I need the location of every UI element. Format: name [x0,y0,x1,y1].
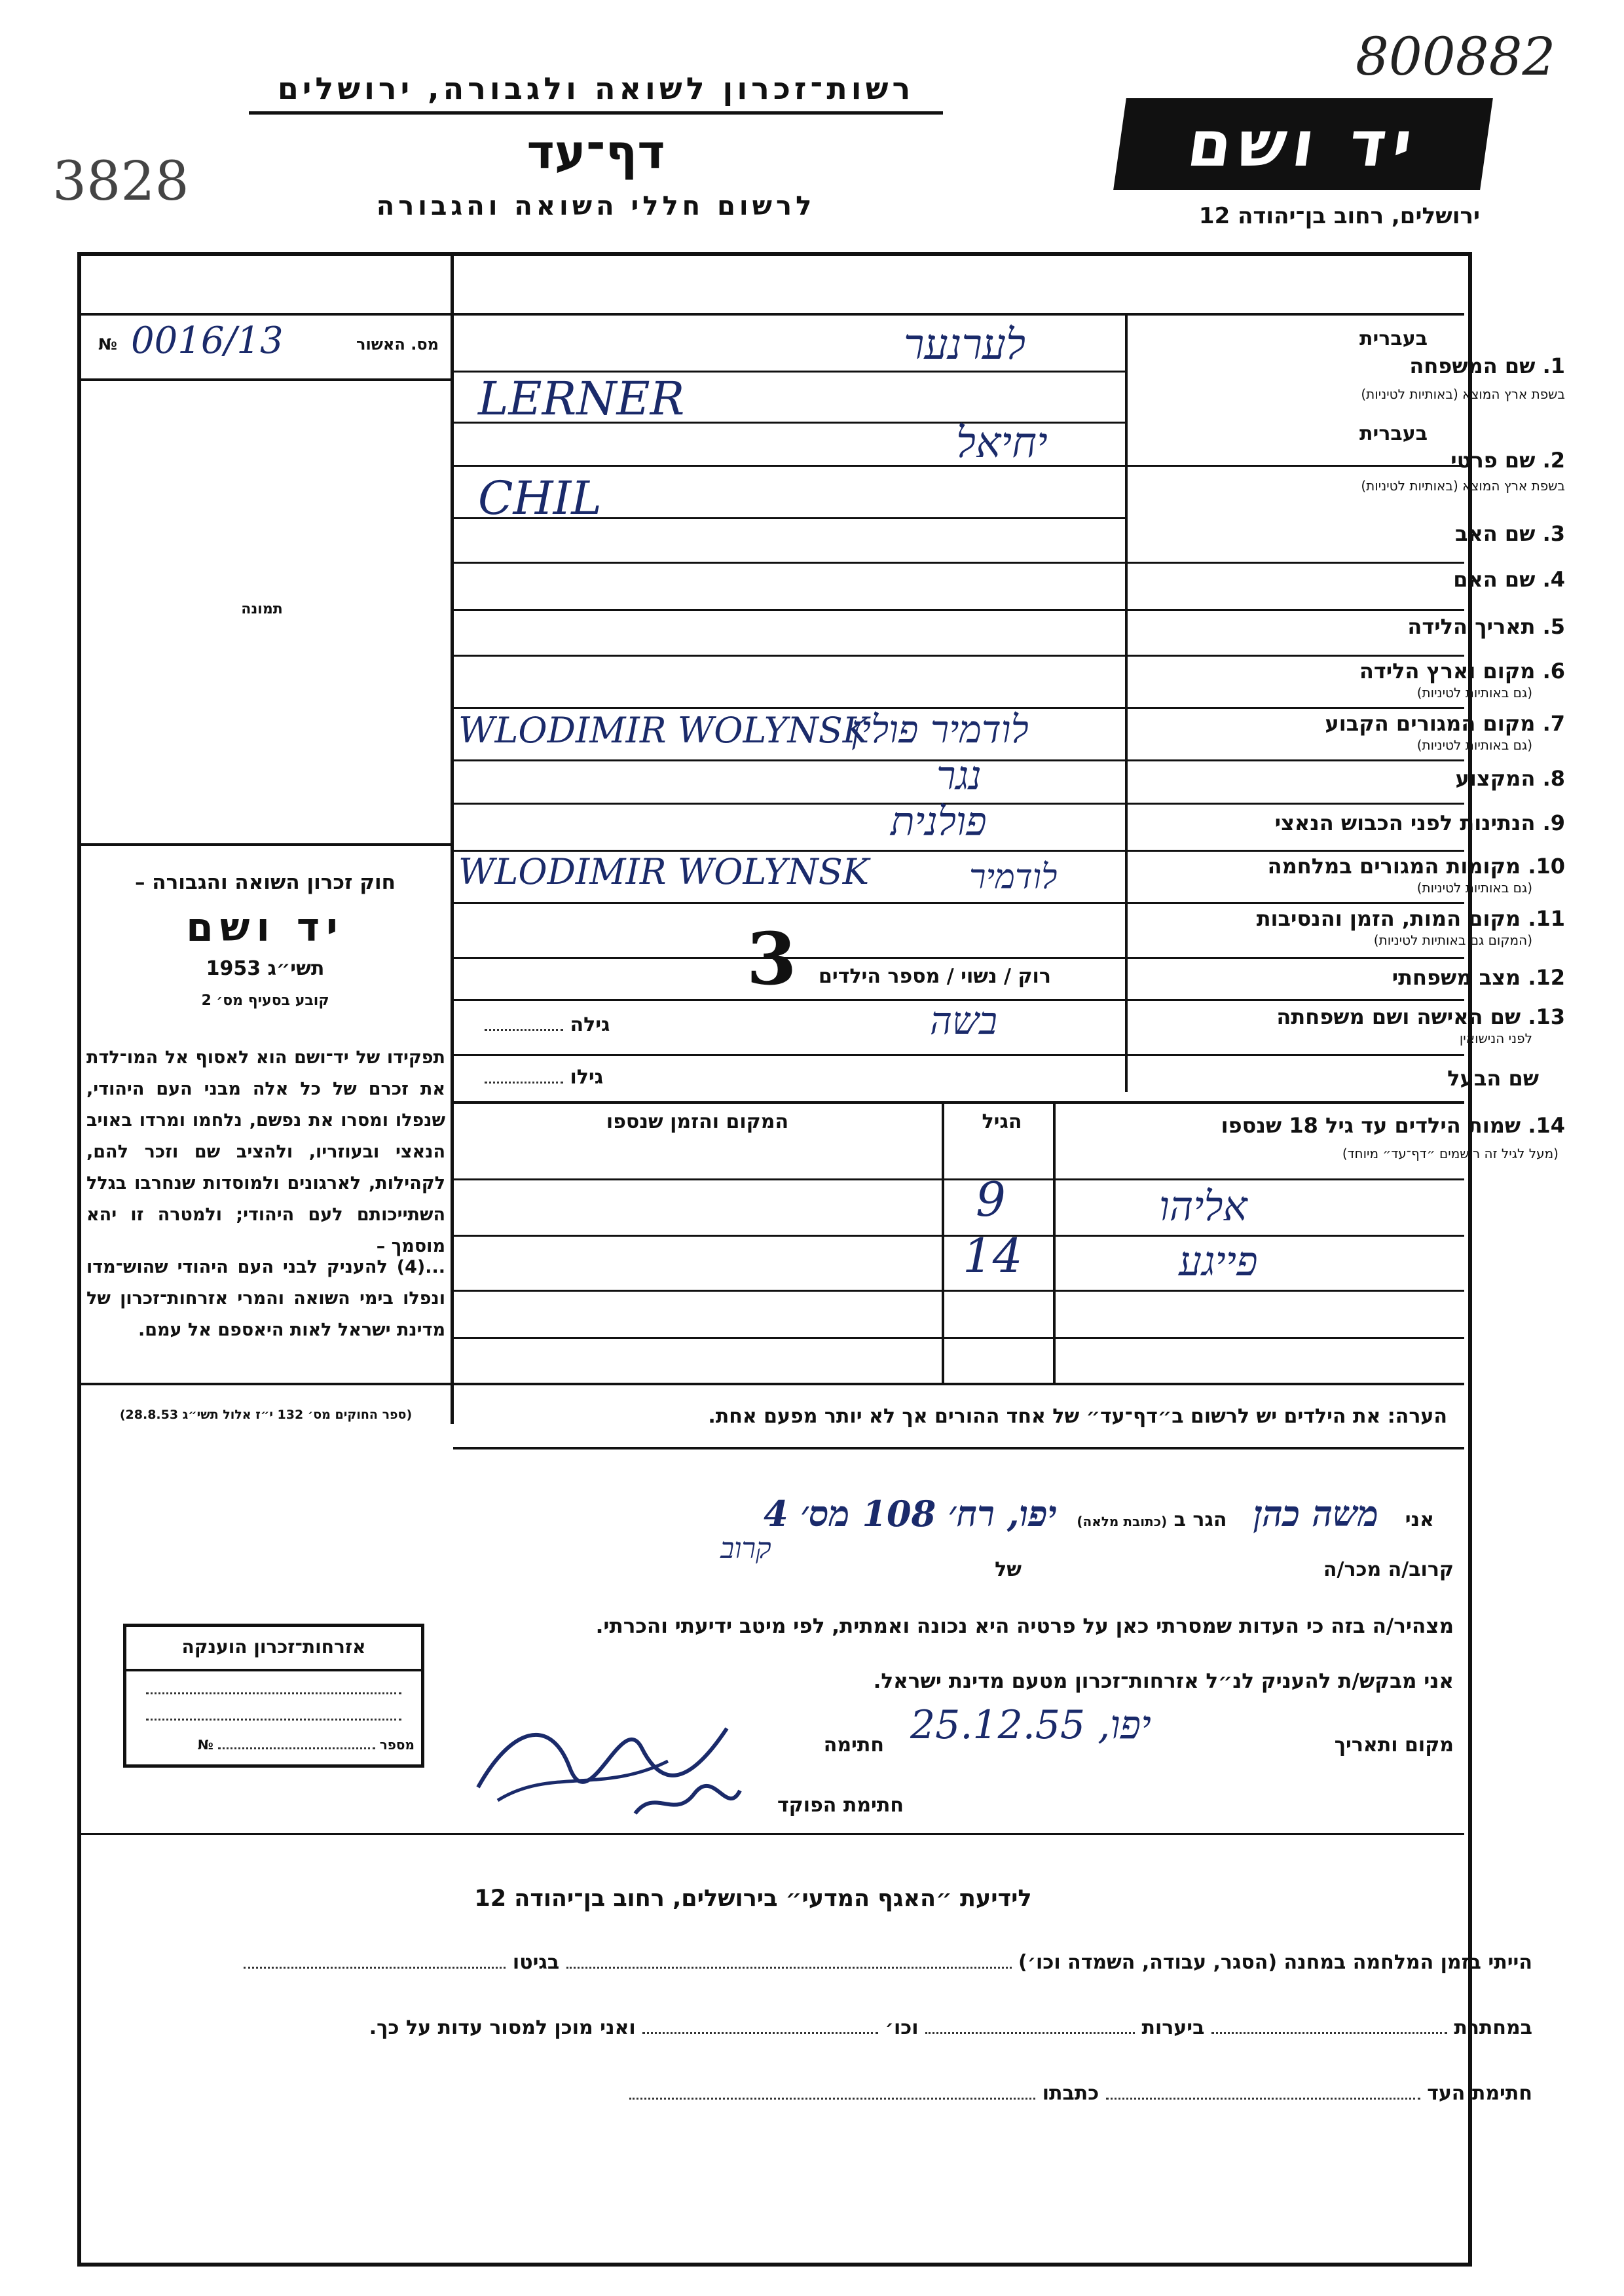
field-6-label [1359,659,1565,683]
field-text: מקום המגורים הקבוע [1325,711,1536,736]
relation-value: קרוב [720,1532,771,1565]
field-9-label [1275,811,1565,835]
footer-line-2 [183,2016,1532,2039]
field-num: 6. [1542,659,1565,683]
citizenship-box-title: אזרחות־זכרון הוענקה [181,1636,366,1658]
law-clause: קובע בסעיף מס׳ 2 [201,993,329,1009]
footer-testimony-label: ואני מוכן למסור עדות על כך. [369,2016,636,2039]
footer-underground-field[interactable] [1211,2032,1447,2034]
footer-camp-label: הייתי בזמן המלחמה במחנה (הסגר, עבודה, השמדה וכו׳) [1018,1951,1532,1974]
field-3-label [1455,521,1565,546]
footer-line-3 [183,2082,1532,2105]
field-text: שם האם [1453,567,1536,592]
field-10-label [1268,854,1565,879]
declaration-request: אני מבקש/ת להעניק לנ״ל אזרחות־זכרון מטעם מדינת ישראל. [873,1669,1454,1693]
profession-value: נגר [936,753,982,799]
field-8-label [1456,766,1565,791]
wife-name-value: בשה [930,998,998,1043]
marital-mid-label: רוק / נשוי / מספר הילדים [819,965,1051,988]
field-num: 10. [1528,854,1565,879]
field-num: 13. [1528,1004,1565,1029]
place-date-value: יפו, 25.12.55 [910,1702,1151,1748]
declaration-statement: מצהיר/ה בזה כי העדות שמסרתי כאן על פרטיה היא נכונה ואמתית, לפי מיטב ידיעתי והכרתי. [595,1614,1454,1638]
field-10-sub: (גם באותיות לטיניות) [1416,880,1532,896]
field-text: מצב משפחתי [1392,965,1521,990]
footer-camp-field[interactable] [566,1967,1012,1969]
footer-title: לידיעת ״האגף המדעי״ בירושלים, רחוב בן־יהודה 12 [474,1886,1032,1912]
footer-witness-sig-field[interactable] [1106,2098,1420,2100]
footer-etc-field[interactable] [642,2032,878,2034]
field-11-label [1257,906,1565,931]
field-num: 11. [1528,906,1565,931]
residence-latin: WLODIMIR WOLYNSK [458,710,870,751]
approval-label: מס. האשור [356,335,439,354]
wife-age-label-text: גילה [570,1013,610,1036]
children-col-divider-2 [942,1102,944,1384]
children-row-line [453,1337,1464,1339]
header-rule [249,111,943,115]
header-address: ירושלים, רחוב בן־יהודה 12 [1198,203,1480,229]
footer-top-line [81,1833,1464,1835]
children-sub: (מעל לגיל זה רושמים ״דף־עד״ מיוחד) [1342,1146,1559,1161]
field-num: 7. [1542,711,1565,736]
field-text: שם האישה ושם משפחתה [1276,1004,1521,1029]
signature-label: חתימה [823,1734,884,1757]
firstname-hebrew: יחיאל [956,419,1048,467]
field-5-label [1407,614,1565,639]
footer-etc-label: וכו׳ [885,2016,919,2039]
footer-address-label: כתבתו [1042,2082,1099,2105]
field-text: שם פרטי [1450,448,1536,473]
row-line [453,562,1464,564]
children-count: 3 [747,917,797,1001]
field-num: 8. [1542,766,1565,791]
surname-latin: LERNER [478,372,685,426]
wife-age-field[interactable] [485,1029,563,1031]
photo-label: תמונה [241,601,283,617]
left-column-divider [451,252,454,1424]
field-num: 1. [1542,354,1565,378]
field-text: הנתינות לפני הכבוש הנאצי [1274,811,1536,835]
field-13-sub: לפני הנישואין [1459,1030,1532,1046]
field-num: 12. [1528,965,1565,990]
children-table-bottom [81,1383,1464,1385]
row-line [453,902,1464,904]
field-2-label [1450,448,1565,473]
field-2-sub: בשפת ארץ המוצא (באותיות לטיניות) [1361,478,1565,494]
declarant-name: משה כהן [1253,1493,1379,1535]
field-num: 4. [1542,567,1565,592]
husband-label: שם הבעל [1447,1066,1539,1091]
nationality-value: פולנית [891,799,987,845]
approval-number: 0016/13 [131,319,284,362]
form-title: דף־עד [526,124,665,179]
field-num: 9. [1542,811,1565,835]
field-text: המקצוע [1455,766,1536,791]
form-subtitle: לרשום חללי השואה והגבורה [376,191,816,221]
husband-age-field[interactable] [485,1082,563,1084]
yad-vashem-logo [1113,98,1493,190]
law-title: חוק זכרון השואה והגבורה – [135,871,396,894]
row-line [453,1054,1464,1056]
field-text: שמות הילדים עד גיל 18 שנספו [1221,1113,1521,1138]
field-12-label [1392,965,1565,990]
approval-row [92,319,445,365]
children-place-header: המקום והזמן שנספו [606,1110,789,1133]
children-age-header: הגיל [982,1110,1022,1133]
footer-line-1 [183,1951,1532,1974]
law-year: תשי״ג 1953 [206,957,325,980]
field-13-label [1276,1004,1565,1029]
field-num: 5. [1542,614,1565,639]
top-strip-line [81,313,1464,316]
address-hint: (כתובת מלאה) [1077,1514,1168,1529]
citizenship-box [123,1624,424,1768]
footer-address-field[interactable] [629,2098,1035,2100]
footer-forests-label: ביערות [1141,2016,1205,2039]
field-7-sub: (גם באותיות לטיניות) [1416,737,1532,753]
citizenship-num-sign: № [197,1737,213,1753]
surname-hebrew: לערנער [904,321,1026,369]
field-4-label [1453,567,1565,592]
citizenship-line-2[interactable] [146,1719,401,1721]
field-1-label [1409,354,1565,378]
clerk-signature-stroke [635,1786,740,1813]
law-name: יד ושם [186,905,344,951]
field-1-sub: בשפת ארץ המוצא (באותיות לטיניות) [1361,386,1565,402]
children-row-line [453,1178,1464,1180]
footer-underground-label: במחתרת [1454,2016,1532,2039]
row-line [453,655,1464,657]
law-text-2: ...(4) להעניק לבני העם היהודי שהוש־מדו ונפלו בימי השואה והמרי אזרחות־זכרון של מדינת ישראל לאות היאספם אל עמם. [86,1257,445,1340]
approval-underline [81,378,452,381]
footer-forests-field[interactable] [925,2032,1135,2034]
place-date-label: מקום ותאריך [1334,1734,1454,1757]
page-number: 3828 [52,151,189,213]
citizenship-box-rule [126,1669,421,1671]
field-text: שם האב [1454,521,1536,546]
clerk-signature [629,1781,747,1827]
note-bottom [453,1447,1464,1449]
resident-label: הגר ב [1173,1508,1227,1531]
field-text: מקום וארץ הלידה [1359,659,1536,683]
children-title [1221,1113,1565,1138]
field-text: שם המשפחה [1409,354,1536,378]
child-1-age: 9 [976,1172,1006,1227]
field-2-lang: בעברית [1359,422,1428,445]
wartime-residence-hebrew: לודמיר [969,858,1058,897]
note-text: הערה: את הילדים יש לרשום ב״דף־עד״ של אחד ההורים אך לא יותר מפעם אחת. [708,1405,1447,1428]
row-line [453,957,1464,959]
husband-age-label [485,1066,603,1089]
child-2-name: פייגע [1179,1237,1258,1285]
citizenship-line-1[interactable] [146,1692,401,1694]
field-num: 14. [1528,1113,1565,1138]
footer-ghetto-field[interactable] [244,1967,506,1969]
children-row-line [453,1235,1464,1237]
field-6-sub: (גם באותיות לטיניות) [1416,685,1532,701]
field-1-lang: בעברית [1359,327,1428,350]
relation-of-label: של [995,1558,1022,1581]
row-line [453,1101,1464,1104]
wartime-residence-latin: WLODIMIR WOLYNSK [458,851,870,892]
children-col-divider-1 [1053,1102,1056,1384]
approval-num-sign: № [98,335,117,354]
stamp-number: 800882 [1356,26,1556,87]
relation-label: קרוב/ה מכר/ה [1323,1558,1454,1581]
husband-age-label-text: גילו [570,1066,604,1089]
field-text: תאריך הלידה [1407,614,1536,639]
child-2-age: 14 [963,1228,1023,1283]
child-1-name: אליהו [1159,1182,1247,1230]
declaration-line-1 [452,1493,1434,1535]
photo-underline [81,843,452,846]
org-title: רשות־זכרון לשואה ולגבורה, ירושלים [277,71,915,106]
children-row-line [453,1290,1464,1292]
field-text: מקומות המגורים במלחמה [1267,854,1521,879]
row-line [453,609,1464,611]
logo-text: יד ושם [1183,107,1424,181]
footer-witness-sig-label: חתימת העד [1427,2082,1532,2105]
law-source: (ספר החוקים מס׳ 132 י״ז אלול תשי״ג 28.8.53) [119,1408,413,1422]
field-7-label [1325,711,1565,736]
firstname-latin: CHIL [478,471,602,525]
field-num: 3. [1542,521,1565,546]
declarant-label: אני [1405,1508,1434,1531]
clerk-signature-label: חתימת הפוקד [777,1794,904,1817]
law-text-1: תפקידו של יד־ושם הוא לאסוף אל המו־לדת את זכרם של כל אלה מבני העם היהודי, שנפלו ומסרו את נפשם, נלחמו ומרדו באויב הנאצי ובעוזריו, ולהציב שם וזכר להם, לקהילות, לארגונים ולמוסדות שנחרבו בגלל השתייכותם לעם היהודי; ולמטרה זו יהא מוסמך – [86,1048,445,1256]
citizenship-number [133,1737,415,1753]
citizenship-number-field[interactable] [218,1747,375,1749]
footer-ghetto-label: בגיטו [512,1951,560,1974]
wife-age-label [485,1013,610,1036]
declarant-address: יפו, רח׳ 108 מס׳ 4 [764,1493,1057,1535]
residence-hebrew: לודמיר פולין [851,707,1029,752]
field-11-sub: (המקום גם באותיות לטיניות) [1373,932,1532,948]
field-num: 2. [1542,448,1565,473]
citizenship-number-label: מספר [379,1737,415,1753]
label-column-divider [1125,313,1128,1092]
field-text: מקום המות, הזמן והנסיבות [1256,906,1521,931]
